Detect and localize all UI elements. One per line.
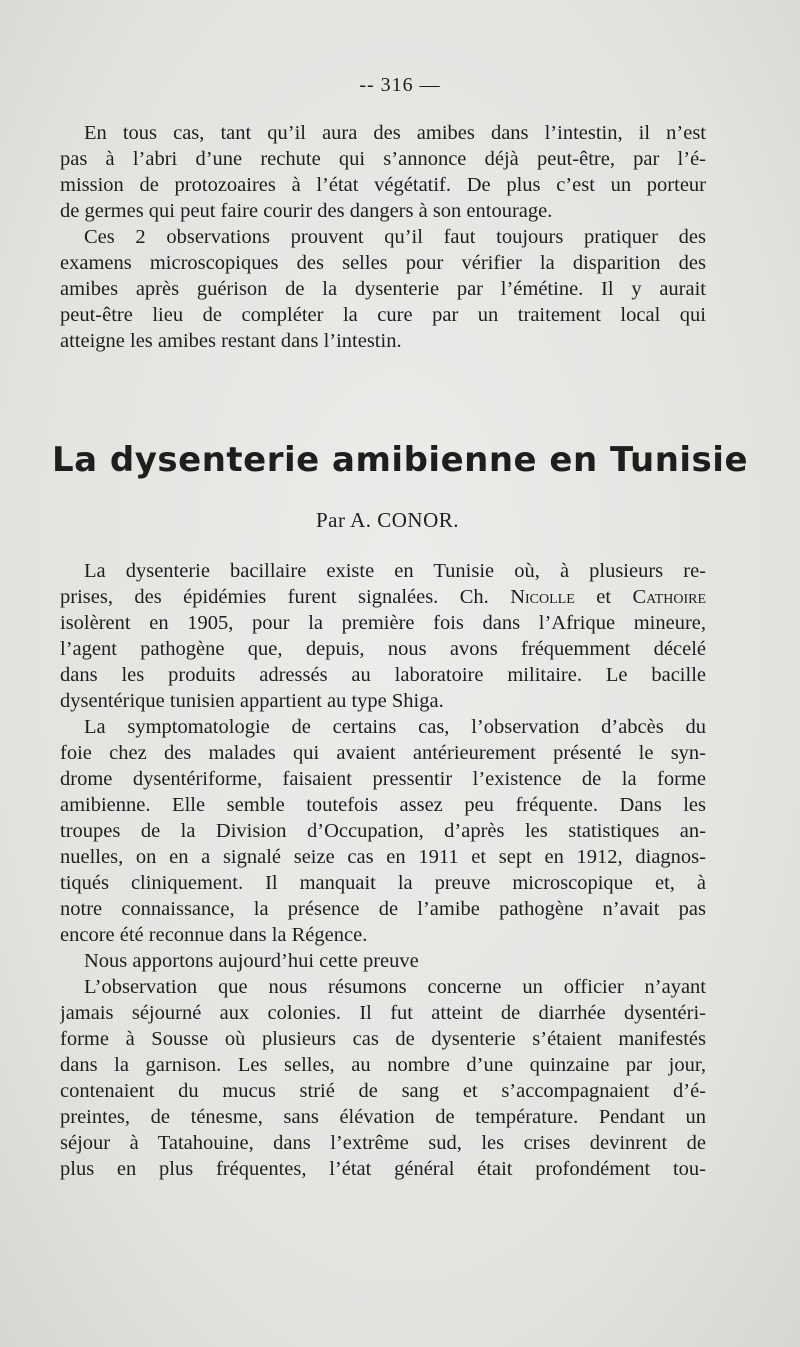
text-line: isolèrent en 1905, pour la première fois dans l’Afrique mineure, bbox=[60, 612, 706, 634]
text-line: nuelles, on en a signalé seize cas en 1911 et sept en 1912, diagnos- bbox=[60, 846, 706, 868]
text-line: dans les produits adressés au laboratoire militaire. Le bacille bbox=[60, 664, 706, 686]
text-line: amibes après guérison de la dysenterie par l’émétine. Il y aurait bbox=[60, 278, 706, 300]
text-line: de germes qui peut faire courir des dangers à son entourage. bbox=[60, 200, 553, 222]
text-line: foie chez des malades qui avaient antérieurement présenté le syn- bbox=[60, 742, 706, 764]
intro-paragraphs bbox=[60, 120, 706, 354]
text-line: tiqués cliniquement. Il manquait la preuve microscopique et, à bbox=[60, 872, 706, 894]
text-line bbox=[60, 584, 706, 610]
text-line: jamais séjourné aux colonies. Il fut atteint de diarrhée dysentéri- bbox=[60, 1002, 706, 1024]
text-line: Nous apportons aujourd’hui cette preuve bbox=[84, 950, 419, 972]
text-line: troupes de la Division d’Occupation, d’après les statistiques an- bbox=[60, 820, 706, 842]
text-segment: prises, des épidémies furent signalées. Ch. bbox=[60, 586, 511, 608]
text-line: amibienne. Elle semble toutefois assez peu fréquente. Dans les bbox=[60, 794, 706, 816]
text-line: plus en plus fréquentes, l’état général était profondément tou- bbox=[60, 1158, 706, 1180]
text-line: peut-être lieu de compléter la cure par un traitement local qui bbox=[60, 304, 706, 326]
text-line: pas à l’abri d’une rechute qui s’annonce déjà peut-être, par l’é- bbox=[60, 148, 706, 170]
text-line: preintes, de ténesme, sans élévation de température. Pendant un bbox=[60, 1106, 706, 1128]
text-segment: et bbox=[574, 586, 633, 608]
text-line: dans la garnison. Les selles, au nombre d’une quinzaine par jour, bbox=[60, 1054, 706, 1076]
text-line: Ces 2 observations prouvent qu’il faut toujours pratiquer des bbox=[84, 226, 706, 248]
text-line: examens microscopiques des selles pour vérifier la disparition des bbox=[60, 252, 706, 274]
article-title: La dysenterie amibienne en Tunisie bbox=[51, 440, 749, 480]
text-line: séjour à Tatahouine, dans l’extrême sud, les crises devinrent de bbox=[60, 1132, 706, 1154]
text-line: En tous cas, tant qu’il aura des amibes dans l’intestin, il n’est bbox=[84, 122, 706, 144]
text-line: contenaient du mucus strié de sang et s’accompagnaient d’é- bbox=[60, 1080, 706, 1102]
author-name-cathoire: Cathoire bbox=[632, 586, 706, 608]
text-line: l’agent pathogène que, depuis, nous avons fréquemment décelé bbox=[60, 638, 706, 660]
article-body bbox=[60, 558, 706, 1182]
text-line: notre connaissance, la présence de l’amibe pathogène n’avait pas bbox=[60, 898, 706, 920]
text-line: encore été reconnue dans la Régence. bbox=[60, 924, 368, 946]
text-line: drome dysentériforme, faisaient pressentir l’existence de la forme bbox=[60, 768, 706, 790]
text-line: dysentérique tunisien appartient au type Shiga. bbox=[60, 690, 444, 712]
text-line: mission de protozoaires à l’état végétatif. De plus c’est un porteur bbox=[60, 174, 706, 196]
article-byline: Par A. CONOR. bbox=[315, 508, 459, 532]
text-line: La symptomatologie de certains cas, l’observation d’abcès du bbox=[84, 716, 706, 738]
page-number: -- 316 — bbox=[359, 74, 441, 96]
text-line: atteigne les amibes restant dans l’intestin. bbox=[60, 330, 402, 352]
text-line: La dysenterie bacillaire existe en Tunisie où, à plusieurs re- bbox=[84, 560, 706, 582]
author-name-nicolle: Nicolle bbox=[510, 586, 575, 608]
text-line: forme à Sousse où plusieurs cas de dysenterie s’étaient manifestés bbox=[60, 1028, 706, 1050]
text-line: L’observation que nous résumons concerne un officier n’ayant bbox=[84, 976, 706, 998]
